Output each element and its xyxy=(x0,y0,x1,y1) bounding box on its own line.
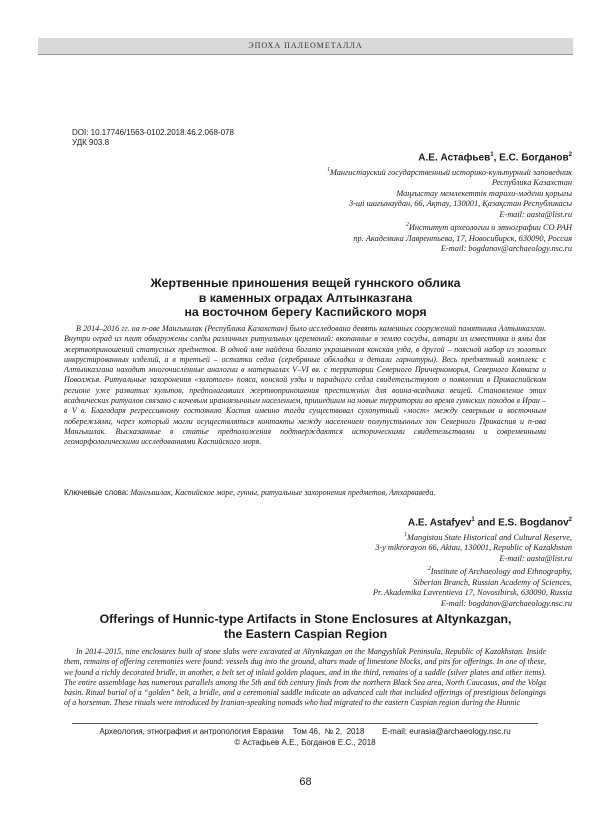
ru-title-line: в каменных оградах Алтынказгана xyxy=(198,290,413,305)
en-affiliation-line: Pr. Akademika Lavrentieva 17, Novosibirsk, 630090, Russia xyxy=(372,588,572,598)
journal-line xyxy=(72,727,538,737)
udk-text: УДК 903.8 xyxy=(72,138,110,147)
keywords-label: Ключевые слова: xyxy=(64,488,129,497)
ru-keywords xyxy=(64,488,546,498)
ru-affiliation-email: E-mail: bogdanov@archaeology.nsc.ru xyxy=(440,244,572,254)
en-author-2: E.S. Bogdanov xyxy=(498,517,569,529)
ru-abstract-text: В 2014–2016 гг. на п-ове Мангышлак (Республика Казахстан) было исследовано девять каменных сооружений памятника Алтынказган. Внутри оград из плит обнаружены следы различных ритуальных церемоний: вкопанные в землю сосуды, алтари из известняка и ямы для жертвоприношений статусных предметов. В одной яме найдена богато украшенная конская узда, в другой – поясной набор из золотых инкрустированных изделий, а в третьей – остатки седла (серебряные обкладки и детали гарнитуры). Весь предметный комплекс с Алтынказгана находит многочисленные аналогии в материалах V–VI вв. с территории Северного Причерноморья, Северного Кавказа и Поволжья. Ритуальные захоронения «золотого» пояса, конской узды и парадного седла свидетельствуют о появлении в Прикаспийском регионе уже развитых культов, предполагавших жертвоприношения престижных для воина-всадника вещей. Становление этих всаднических ритуалов связано с кочевым ираноязычным населением, пришедшим на новые территории во время гуннских походов в Иран – в V в. Благодаря регрессивному состоянию Каспия именно тогда существовал сухопутный «мост» между северным и восточным побережьями, через который могли осуществляться контакты между населением полупустынных зон Северного Прикаспия и п-ова Мангышлак. Высказанные в статье предположения подтверждаются историческими свидетельствами и современными геоморфологическими исследованиями Каспийского моря. xyxy=(64,324,546,447)
en-affiliation-email: E-mail: bogdanov@archaeology.nsc.ru xyxy=(440,598,572,608)
en-title xyxy=(60,612,551,641)
ru-title-line: на восточном берегу Каспийского моря xyxy=(184,305,427,319)
ru-authors: А.Е. Астафьев$^1$, Е.С. Богданов$^2$ xyxy=(418,152,572,164)
en-abstract xyxy=(64,647,546,717)
en-affiliation-line: $^1$Mangistau State Historical and Cultural Reserve, xyxy=(403,532,572,542)
ru-author-2: Е.С. Богданов xyxy=(499,152,569,164)
ru-affiliation-line: $^2$Институт археологии и этнографии СО РАН xyxy=(405,222,572,233)
ru-affiliation-line: пр. Академика Лаврентьева, 17, Новосибирск, 630090, Россия xyxy=(353,233,572,243)
ru-affiliation-line: $^1$Мангистауский государственный историко-культурный заповедник xyxy=(326,167,572,177)
en-affiliations xyxy=(190,530,572,609)
keywords-text: Мангышлак, Каспийское море, гунны, ритуальные захоронения предметов, Атхарваведа. xyxy=(130,488,436,497)
en-title-line: the Eastern Caspian Region xyxy=(223,626,388,641)
en-title-line: Offerings of Hunnic-type Artifacts in Stone Enclosures at Altynkazgan, xyxy=(99,612,512,626)
ru-affiliation-line: Республика Казахстан xyxy=(491,178,572,188)
copyright: © Астафьев А.Е., Богданов Е.С., 2018 xyxy=(234,738,376,747)
journal-volume: Том 46, № 2, 2018 xyxy=(292,727,365,736)
en-affiliation-email: E-mail: aasta@list.ru xyxy=(499,553,572,563)
ru-affiliation-line: Маңғыстау мемлекеттік тарихи-мәдени қорығы xyxy=(396,188,572,198)
journal-name: Археология, этнография и антропология Евразии xyxy=(99,727,284,736)
ru-abstract xyxy=(64,324,546,448)
ru-affiliation-email: E-mail: aasta@list.ru xyxy=(499,209,572,219)
header-rule xyxy=(38,54,573,55)
ru-author-1: А.Е. Астафьев xyxy=(418,152,491,164)
article-meta xyxy=(72,128,234,148)
ru-title-line: Жертвенные приношения вещей гуннского облика xyxy=(150,276,461,290)
ru-affiliations xyxy=(190,165,572,255)
ru-title xyxy=(60,276,551,320)
doi-text: DOI: 10.17746/1563-0102.2018.46.2.068-078 xyxy=(72,128,234,137)
en-affiliation-line: $^2$Institute of Archaeology and Ethnography, xyxy=(427,566,572,577)
en-authors: A.E. Astafyev$^1$ and E.S. Bogdanov$^2$ xyxy=(407,517,572,529)
journal-email: E-mail: eurasia@archaeology.nsc.ru xyxy=(382,727,511,736)
en-abstract-text: In 2014–2015, nine enclosures built of stone slabs were excavated at Altynkazgan on the Mangyshlak Peninsula, Republic of Kazakhstan. Inside them, remains of offering ceremonies were found: vessels dug into the ground, altars made of limestone blocks, and pits for offerings. In one of these, we found a richly decorated bridle, in another, a belt set of inlaid golden plaques, and in the third, remains of a saddle (silver plates and other items). The entire assemblage has numerous parallels among the 5th and 6th century finds from the northern Black Sea area, North Caucasus, and the Volga basin. Ritual burial of a “golden” belt, a bridle, and a ceremonial saddle indicate an advanced cult that included offerings of prestigious belongings of a horseman. These rituals were introduced by Iranian-speaking nomads who had migrated to the eastern Caspian region during the Hunnic xyxy=(64,647,546,708)
page-number: 68 xyxy=(299,776,312,788)
en-affiliation-line: 3-y mikrorayon 66, Aktau, 130001, Republic of Kazakhstan xyxy=(375,543,572,553)
footer-rule xyxy=(72,723,538,724)
en-author-1: A.E. Astafyev xyxy=(407,517,472,529)
en-affiliation-line: Siberian Branch, Russian Academy of Sciences, xyxy=(413,577,572,587)
ru-affiliation-line: 3-ші шағынаудан, 66, Ақтау, 130001, Қазақстан Республикасы xyxy=(349,199,572,209)
section-header: ЭПОХА ПАЛЕОМЕТАЛЛА xyxy=(38,38,573,54)
